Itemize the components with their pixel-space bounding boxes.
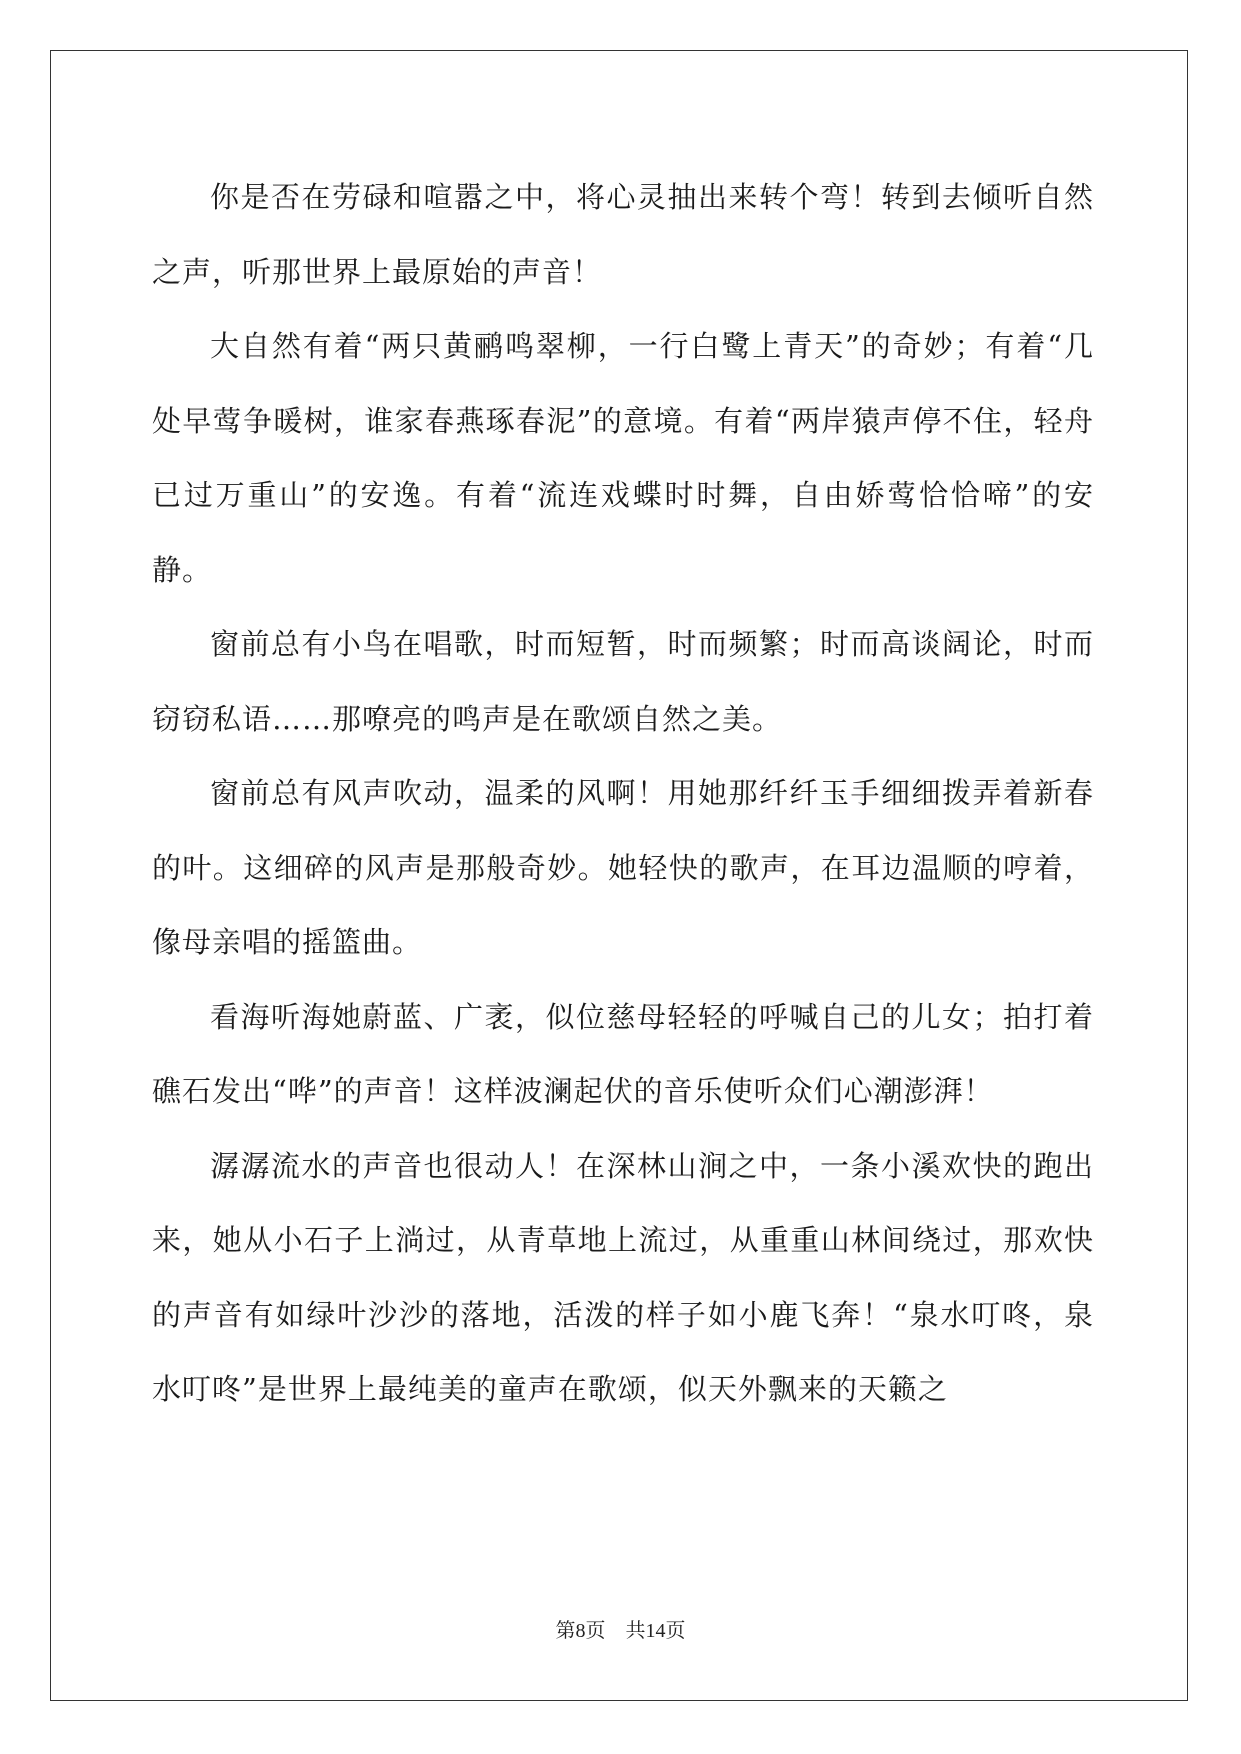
- paragraph-6: 潺潺流水的声音也很动人！在深林山涧之中，一条小溪欢快的跑出来，她从小石子上淌过，从青草地上流过，从重重山林间绕过，那欢快的声音有如绿叶沙沙的落地，活泼的样子如小鹿飞奔！“泉水叮咚，泉水叮咚”是世界上最纯美的童声在歌颂，似天外飘来的天籁之: [152, 1148, 1094, 1406]
- page-footer: [0, 1614, 1241, 1643]
- paragraph-3: 窗前总有小鸟在唱歌，时而短暂，时而频繁；时而高谈阔论，时而窃窃私语……那嘹亮的鸣声是在歌颂自然之美。: [152, 627, 1094, 736]
- page-number: 第8页: [555, 1620, 606, 1642]
- paragraph-4: 窗前总有风声吹动，温柔的风啊！用她那纤纤玉手细细拨弄着新春的叶。这细碎的风声是那般奇妙。她轻快的歌声，在耳边温顺的哼着，像母亲唱的摇篮曲。: [152, 776, 1094, 959]
- paragraph-1: 你是否在劳碌和喧嚣之中，将心灵抽出来转个弯！转到去倾听自然之声，听那世界上最原始的声音！: [152, 180, 1094, 289]
- paragraph-2: 大自然有着“两只黄鹂鸣翠柳，一行白鹭上青天”的奇妙；有着“几处早莺争暖树，谁家春燕琢春泥”的意境。有着“两岸猿声停不住，轻舟已过万重山”的安逸。有着“流连戏蝶时时舞，自由娇莺恰恰啼”的安静。: [152, 329, 1094, 587]
- page-total: 共14页: [625, 1620, 686, 1642]
- document-body: [152, 160, 1094, 1427]
- paragraph-5: 看海听海她蔚蓝、广袤，似位慈母轻轻的呼喊自己的儿女；拍打着礁石发出“哗”的声音！这样波澜起伏的音乐使听众们心潮澎湃！: [152, 999, 1094, 1108]
